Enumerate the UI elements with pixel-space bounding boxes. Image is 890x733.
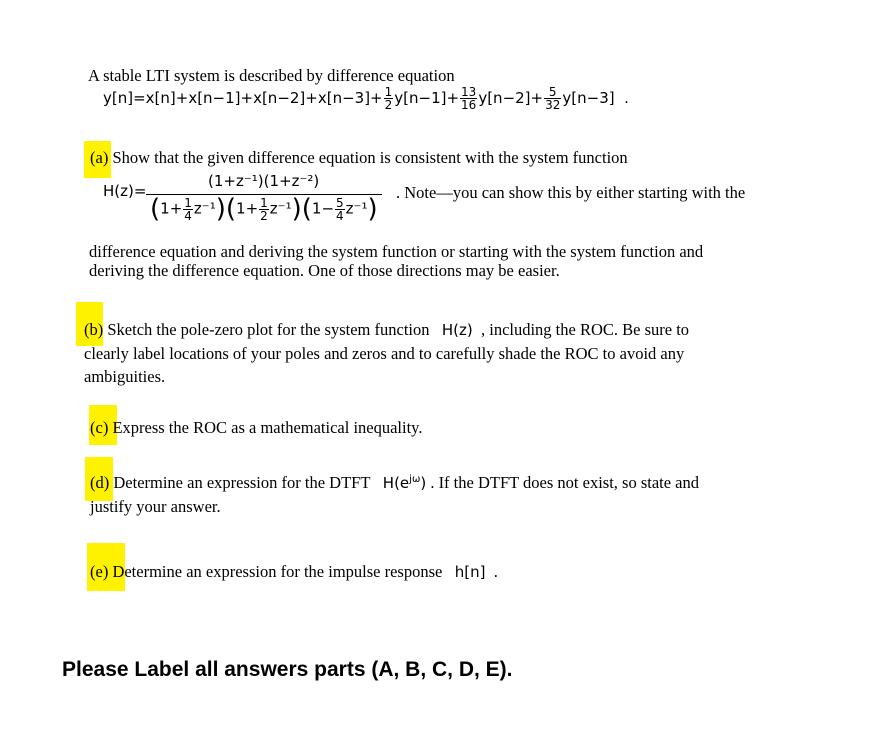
intro-text: A stable LTI system is described by difference equation: [88, 66, 455, 85]
hn-symbol: h[n]: [454, 563, 486, 581]
equation-frac-3: $\frac{5}{32}$: [545, 85, 561, 112]
part-b-line-3: ambiguities.: [84, 367, 166, 386]
equation-lhs: y[n]=x[n]+x[n−1]+x[n−2]+x[n−3]+: [103, 89, 383, 107]
footer-instruction: Please Label all answers parts (A, B, C, D, E).: [62, 658, 513, 681]
part-a-text: (a) Show that the given difference equation is consistent with the system function: [90, 148, 628, 167]
part-b-line-2: clearly label locations of your poles and zeros and to carefully shade the ROC to avoid any: [84, 344, 685, 363]
equation-term-2: y[n−2]+: [478, 89, 544, 107]
equation-frac-1: $\frac{1}{2}$: [384, 85, 393, 112]
dtft-symbol: $H(e^{j\omega})$: [382, 474, 427, 492]
system-function-numerator: (1+z⁻¹)(1+z⁻²): [208, 172, 320, 190]
h-label: H(z)=: [103, 182, 147, 200]
fraction-bar: [146, 194, 382, 195]
part-b-line-1: (b) Sketch the pole-zero plot for the system function H(z) , including the ROC. Be sure to: [84, 320, 690, 339]
hz-symbol: H(z): [441, 321, 473, 339]
difference-equation: [103, 86, 629, 111]
part-c-text: (c) Express the ROC as a mathematical inequality.: [90, 418, 423, 437]
equation-term-1: y[n−1]+: [394, 89, 460, 107]
equation-term-3: y[n−3]: [562, 89, 615, 107]
equation-end: .: [624, 89, 629, 107]
part-e-text: (e) Determine an expression for the impulse response h[n] .: [90, 562, 498, 581]
part-a-line-2: difference equation and deriving the system function or starting with the system function and: [89, 242, 704, 261]
equation-frac-2: $\frac{13}{16}$: [461, 85, 477, 112]
part-d-line-2: justify your answer.: [90, 497, 221, 516]
part-d-line-1: (d) Determine an expression for the DTFT $H(e^{j\omega})$ . If the DTFT does not exist, so state and: [90, 473, 700, 492]
part-a-line-3: deriving the difference equation. One of those directions may be easier.: [89, 261, 560, 280]
system-function: [98, 172, 388, 234]
part-a-note: . Note—you can show this by either starting with the: [396, 183, 746, 202]
system-function-denominator: (1+ $\frac{1}{4}$ z⁻¹)(1+ $\frac{1}{2}$ z⁻¹)(1− $\frac{5}{4}$ z⁻¹): [150, 194, 378, 224]
